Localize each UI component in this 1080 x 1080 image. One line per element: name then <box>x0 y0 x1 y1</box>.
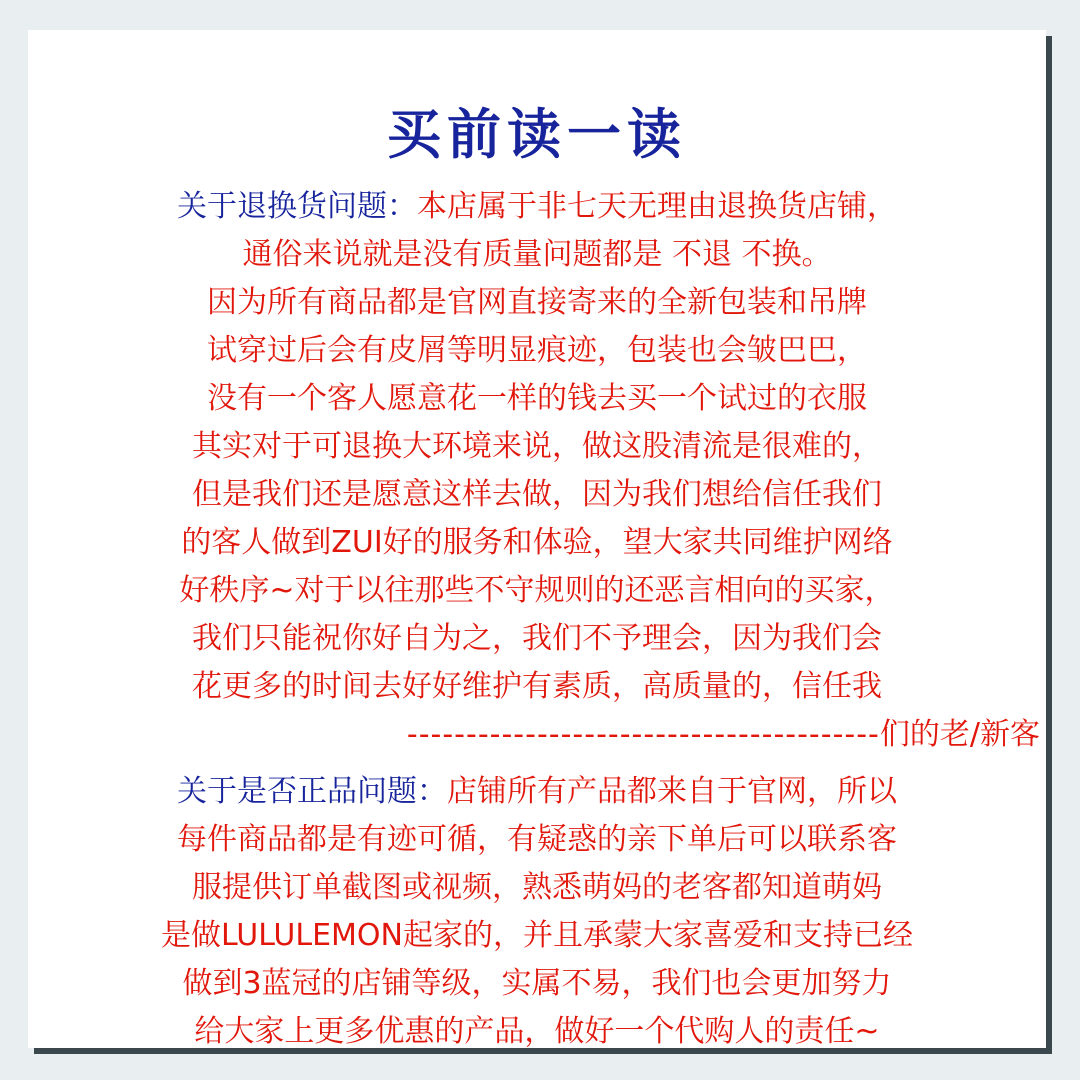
authenticity-line: 店铺所有产品都来自于官网，所以 <box>447 774 897 809</box>
return-policy-section <box>28 183 1046 759</box>
authenticity-line: 做到3蓝冠的店铺等级，实属不易，我们也会更加努力 <box>182 966 892 1001</box>
closing-text: 们的老/新客 <box>879 717 1040 752</box>
return-policy-line: 本店属于非七天无理由退换货店铺， <box>417 189 897 224</box>
return-policy-line: 试穿过后会有皮屑等明显痕迹，包装也会皱巴巴， <box>207 333 867 368</box>
return-policy-line: 但是我们还是愿意这样去做，因为我们想给信任我们 <box>192 477 882 512</box>
authenticity-heading: 关于是否正品问题： <box>177 774 447 809</box>
authenticity-line: 服提供订单截图或视频，熟悉萌妈的老客都知道萌妈 <box>192 870 882 905</box>
dashed-divider: ---------------------------------------- <box>406 717 880 752</box>
notice-card <box>28 30 1046 1048</box>
authenticity-heading-line <box>28 768 1046 816</box>
return-policy-line: 其实对于可退换大环境来说，做这股清流是很难的， <box>192 429 882 464</box>
authenticity-section <box>28 768 1046 1056</box>
return-policy-line: 花更多的时间去好好维护有素质，高质量的，信任我 <box>192 669 882 704</box>
return-policy-heading-line <box>28 183 1046 231</box>
return-policy-line: 通俗来说就是没有质量问题都是 不退 不换。 <box>242 237 832 272</box>
return-policy-closing-line <box>28 711 1046 759</box>
return-policy-line: 的客人做到ZUI好的服务和体验，望大家共同维护网络 <box>181 525 893 560</box>
return-policy-line: 好秩序~对于以往那些不守规则的还恶言相向的买家， <box>179 573 895 608</box>
return-policy-line: 因为所有商品都是官网直接寄来的全新包装和吊牌 <box>207 285 867 320</box>
return-policy-heading: 关于退换货问题： <box>177 189 417 224</box>
authenticity-line: 给大家上更多优惠的产品，做好一个代购人的责任~ <box>194 1014 880 1049</box>
authenticity-line: 每件商品都是有迹可循，有疑惑的亲下单后可以联系客 <box>177 822 897 857</box>
return-policy-line: 没有一个客人愿意花一样的钱去买一个试过的衣服 <box>207 381 867 416</box>
authenticity-line: 是做LULULEMON起家的，并且承蒙大家喜爱和支持已经 <box>161 918 913 953</box>
return-policy-line: 我们只能祝你好自为之，我们不予理会，因为我们会 <box>192 621 882 656</box>
page-title: 买前读一读 <box>387 103 687 166</box>
